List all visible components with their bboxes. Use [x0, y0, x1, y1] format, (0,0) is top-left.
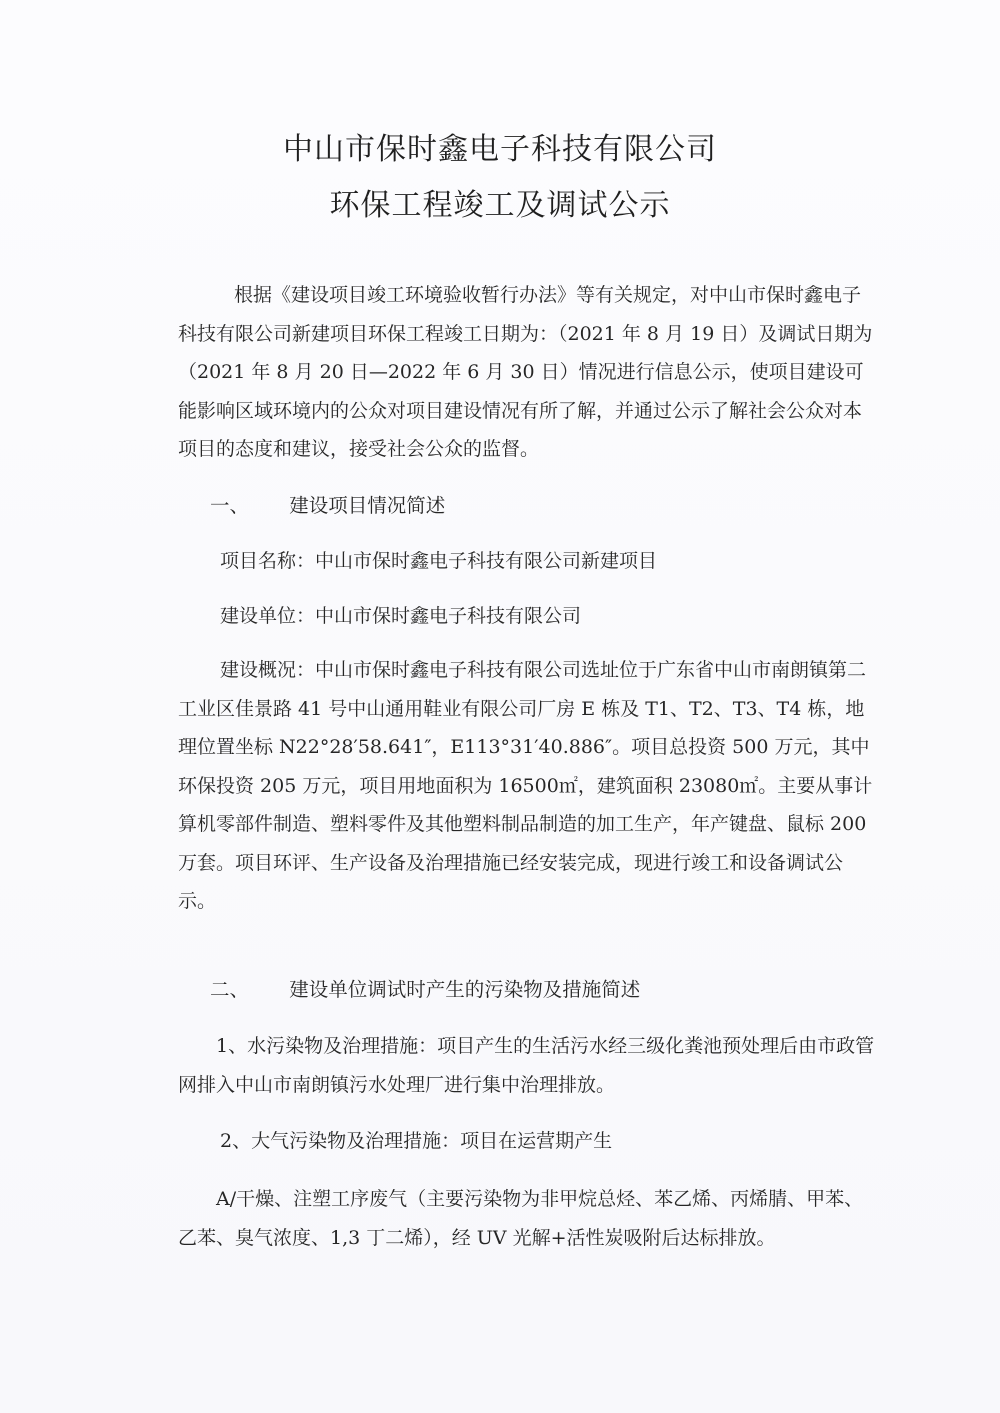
water-paragraph — [178, 1027, 878, 1104]
builder-label: 建设单位： — [220, 605, 316, 627]
document-title-notice: 环保工程竣工及调试公示 — [329, 188, 671, 223]
builder-row — [220, 601, 581, 628]
section2-title: 建设单位调试时产生的污染物及措施简述 — [289, 978, 641, 1001]
overview-text — [178, 651, 878, 921]
water-text: 1、水污染物及治理措施：项目产生的生活污水经三级化粪池预处理后由市政管网排入中山市南朗镇污水处理厂进行集中治理排放。 — [178, 1035, 875, 1096]
overview-label: 建设概况： — [220, 659, 316, 681]
builder-value: 中山市保时鑫电子科技有限公司 — [315, 605, 582, 627]
section1-number: 一、 — [210, 494, 250, 517]
air-row — [220, 1126, 612, 1153]
overview-paragraph — [178, 651, 878, 921]
project-name-row — [220, 546, 657, 573]
air-detail-text: A/干燥、注塑工序废气（主要污染物为非甲烷总烃、苯乙烯、丙烯腈、甲苯、乙苯、臭气浓度、1,3 丁二烯），经 UV 光解+活性炭吸附后达标排放。 — [178, 1188, 864, 1249]
air-detail-paragraph — [178, 1180, 878, 1257]
section1-heading — [210, 490, 445, 518]
project-name-value: 中山市保时鑫电子科技有限公司新建项目 — [315, 550, 658, 572]
document-title-company: 中山市保时鑫电子科技有限公司 — [283, 132, 717, 167]
overview-body: 中山市保时鑫电子科技有限公司选址位于广东省中山市南朗镇第二工业区佳景路 41 号中山通用鞋业有限公司厂房 E 栋及 T1、T2、T3、T4 栋，地理位置坐标 N22°28′58.641″，E113°31′40.886″。项目总投资 500 万元，其中环保投资 205 万元，项目用地面积为 16500㎡，建筑面积 23080㎡。主要从事计算机零部件制造、塑料零件及其他塑料制品制造的加工生产，年产键盘、鼠标 200 万套。项目环评、生产设备及治理措施已经安装完成，现进行竣工和设备调试公示。 — [178, 659, 873, 912]
section1-title: 建设项目情况简述 — [289, 494, 446, 517]
section2-heading — [210, 974, 640, 1002]
project-name-label: 项目名称： — [220, 550, 316, 572]
air-text: 2、大气污染物及治理措施：项目在运营期产生 — [220, 1130, 613, 1152]
intro-paragraph — [178, 276, 878, 469]
section2-number: 二、 — [210, 978, 250, 1001]
intro-text: 根据《建设项目竣工环境验收暂行办法》等有关规定，对中山市保时鑫电子科技有限公司新建项目环保工程竣工日期为：（2021 年 8 月 19 日）及调试日期为（2021 年 8 月 20 日—2022 年 6 月 30 日）情况进行信息公示，使项目建设可能影响区域环境内的公众对项目建设情况有所了解，并通过公示了解社会公众对本项目的态度和建议，接受社会公众的监督。 — [178, 284, 873, 460]
